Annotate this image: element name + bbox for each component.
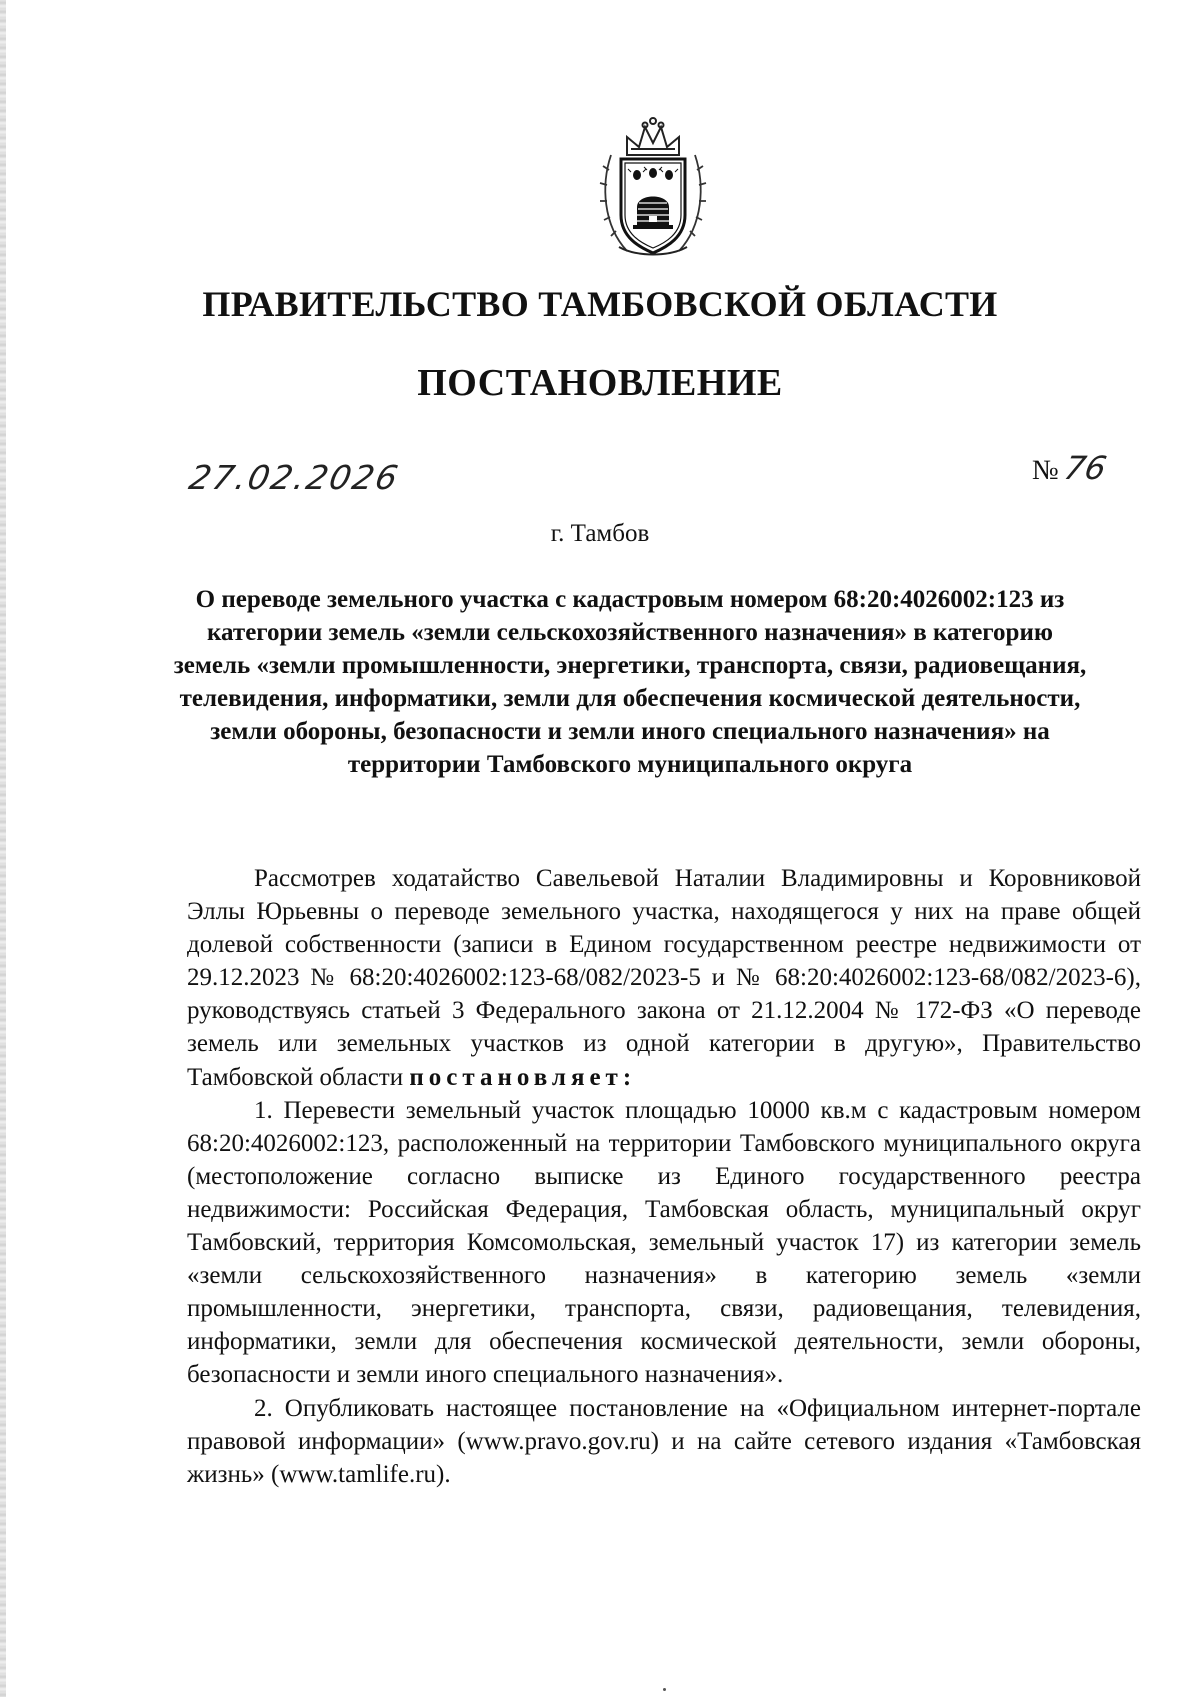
scan-edge	[0, 0, 6, 1697]
item-2: 2. Опубликовать настоящее постановление на «Официальном интернет-портале правовой информации» (www.pravo.gov.ru) и на сайте сетевого издания «Тамбовская жизнь» (www.tamlife.ru).	[187, 1394, 1141, 1488]
document-date: 27.02.2026	[185, 458, 404, 497]
decree-colon: :	[622, 1063, 632, 1091]
city: г. Тамбов	[550, 520, 650, 547]
scan-speck	[663, 1688, 666, 1691]
number-sign: №	[1032, 455, 1059, 486]
government-title: ПРАВИТЕЛЬСТВО ТАМБОВСКОЙ ОБЛАСТИ	[202, 284, 998, 324]
number-value: 76	[1060, 449, 1110, 487]
document-number	[1032, 449, 1110, 487]
decree-word: постановляет	[409, 1063, 623, 1091]
preamble-paragraph	[187, 862, 1141, 1094]
preamble-text: Рассмотрев ходатайство Савельевой Наталии Владимировны и Коровниковой Эллы Юрьевны о переводе земельного участка, находящегося у них на праве общей долевой собственности (записи в Едином государственном реестре недвижимости от 29.12.2023 № 68:20:4026002:123-68/082/2023-5 и № 68:20:4026002:123-68/082/2023-6), руководствуясь статьей 3 Федерального закона от 21.12.2004 № 172-ФЗ «О переводе земель или земельных участков из одной категории в другую», Правительство Тамбовской области	[187, 865, 1141, 1091]
item-1: 1. Перевести земельный участок площадью 10000 кв.м с кадастровым номером 68:20:4026002:123, расположенный на территории Тамбовского муниципального округа (местоположение согласно выписке из Единого государственного реестра недвижимости: Российская Федерация, Тамбовская область, муниципальный округ Тамбовский, территория Комсомольская, земельный участок 17) из категории земель «земли сельскохозяйственного назначения» в категорию земель «земли промышленности, энергетики, транспорта, связи, радиовещания, телевидения, информатики, земли для обеспечения космической деятельности, земли обороны, безопасности и земли иного специального назначения».	[187, 1096, 1141, 1389]
document-subject: О переводе земельного участка с кадастровым номером 68:20:4026002:123 из категории земель «земли сельскохозяйственного назначения» в категорию земель «земли промышленности, энергетики, транспорта, связи, радиовещания, телевидения, информатики, земли для обеспечения космической деятельности, земли обороны, безопасности и земли иного специального назначения» на территории Тамбовского муниципального округа	[173, 586, 1087, 778]
document-type: ПОСТАНОВЛЕНИЕ	[417, 362, 783, 404]
tambov-coat-of-arms-icon	[597, 115, 709, 261]
document-body	[187, 862, 1141, 1491]
